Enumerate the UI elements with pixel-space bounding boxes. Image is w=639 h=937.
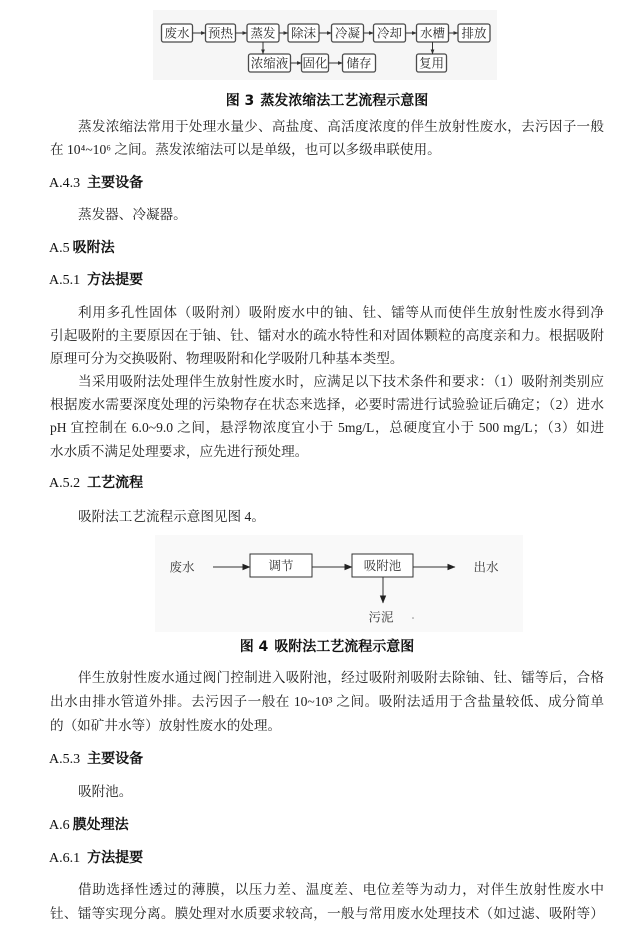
flow-node-cooling	[374, 24, 406, 42]
section-number: A.6.1	[49, 851, 81, 866]
section-heading	[49, 749, 143, 769]
svg-text:冷凝: 冷凝	[334, 26, 361, 41]
figure-3-flow-diagram	[153, 10, 497, 80]
flow-node-concentrate	[249, 54, 291, 72]
svg-text:预热: 预热	[207, 26, 234, 41]
section-title: 主要设备	[87, 751, 144, 767]
figure-number: 图 3	[225, 93, 255, 109]
figure-4-caption	[50, 637, 604, 657]
flow-node-regulation	[250, 554, 312, 577]
paragraph-line: 钍、镭等实现分离。膜处理对水质要求较高，一般与常用废水处理技术（如过滤、吸附等）	[50, 906, 604, 921]
paragraph-line: pH 宜控制在 6.0~9.0 之间，悬浮物浓度宜小于 5mg/L，总硬度宜小于 500 mg/L；（3）如进	[50, 420, 604, 435]
section-heading	[49, 238, 115, 258]
figure-title: 吸附法工艺流程示意图	[274, 639, 415, 655]
svg-text:除沫: 除沫	[290, 26, 317, 41]
section-title: 吸附法	[72, 240, 115, 256]
paragraph-line: 的（如矿井水等）放射性废水的处理。	[50, 718, 282, 733]
flow-node-wastewater	[162, 24, 193, 42]
paragraph-line: 引起吸附的主要原因在于铀、钍、镭对水的疏水特性和对固体颗粒的高度亲和力。根据吸附	[50, 328, 604, 343]
svg-text:排放: 排放	[461, 26, 487, 41]
flow-node-defoaming	[288, 24, 319, 42]
section-title: 膜处理法	[72, 817, 129, 833]
paragraph-line: 当采用吸附法处理伴生放射性废水时，应满足以下技术条件和要求：（1）吸附剂类别应	[78, 374, 604, 389]
svg-text:水槽: 水槽	[419, 26, 446, 41]
flow-output-label: 出水	[473, 559, 499, 575]
section-number: A.5.1	[49, 273, 81, 288]
paragraph-line: 根据废水需要深度处理的污染物存在状态来选择，必要时需进行试验验证后确定；（2）进水	[50, 397, 604, 412]
flow-byproduct-label: 污泥	[368, 609, 394, 625]
section-title: 工艺流程	[87, 475, 144, 491]
stray-dot	[412, 617, 414, 619]
svg-text:吸附池: 吸附池	[363, 558, 402, 573]
flow-node-water-tank	[417, 24, 449, 42]
section-heading	[49, 473, 143, 493]
paragraph-line: 蒸发浓缩法常用于处理水量少、高盐度、高活度浓度的伴生放射性废水，去污因子一般	[78, 119, 604, 134]
figure-4-flow-diagram	[155, 535, 523, 632]
flow-node-condensation	[332, 24, 364, 42]
paragraph-line: 原理可分为交换吸附、物理吸附和化学吸附几种基本类型。	[50, 351, 404, 366]
section-title: 方法提要	[87, 272, 144, 288]
svg-text:浓缩液: 浓缩液	[250, 56, 289, 71]
flow-node-storage	[343, 54, 376, 72]
flow-node-adsorption-tank	[352, 554, 413, 577]
svg-text:固化: 固化	[302, 56, 328, 71]
figure-number: 图 4	[239, 639, 269, 655]
section-heading	[49, 173, 143, 193]
flow-node-evaporation	[247, 24, 279, 42]
section-number: A.4.3	[49, 176, 81, 191]
svg-text:复用: 复用	[418, 56, 445, 71]
figure-3-caption	[50, 91, 604, 111]
section-number: A.5	[49, 241, 70, 256]
svg-text:调节: 调节	[268, 558, 294, 573]
figure-title: 蒸发浓缩法工艺流程示意图	[260, 93, 429, 109]
section-number: A.5.3	[49, 752, 81, 767]
flow-node-solidification	[302, 54, 329, 72]
flow-node-discharge	[458, 24, 490, 42]
paragraph-line: 借助选择性透过的薄膜，以压力差、温度差、电位差等为动力，对伴生放射性废水中	[78, 882, 604, 897]
paragraph-line: 伴生放射性废水通过阀门控制进入吸附池，经过吸附剂吸附去除铀、钍、镭等后，合格	[78, 670, 604, 685]
paragraph-line: 水水质不满足处理要求，应先进行预处理。	[50, 444, 309, 459]
svg-text:蒸发: 蒸发	[250, 26, 276, 41]
paragraph-line: 吸附池。	[78, 784, 133, 799]
paragraph-line: 出水由排水管道外排。去污因子一般在 10~10³ 之间。吸附法适用于含盐量较低、成分简单	[50, 694, 604, 709]
flow-node-reuse	[417, 54, 447, 72]
section-number: A.6	[49, 818, 70, 833]
svg-text:储存: 储存	[346, 56, 372, 71]
svg-text:冷却: 冷却	[376, 26, 403, 41]
section-title: 主要设备	[87, 175, 144, 191]
svg-text:废水: 废水	[164, 26, 190, 41]
section-heading	[49, 848, 143, 868]
paragraph-line: 利用多孔性固体（吸附剂）吸附废水中的铀、钍、镭等从而使伴生放射性废水得到净	[78, 305, 604, 320]
flow-input-label: 废水	[169, 559, 195, 575]
paragraph-line: 吸附法工艺流程示意图见图 4。	[78, 509, 265, 524]
paragraph-line: 在 10⁴~10⁶ 之间。蒸发浓缩法可以是单级，也可以多级串联使用。	[50, 142, 441, 157]
paragraph-line: 蒸发器、冷凝器。	[78, 207, 187, 222]
section-title: 方法提要	[87, 850, 144, 866]
section-number: A.5.2	[49, 476, 81, 491]
diagram-background	[155, 535, 523, 632]
section-heading	[49, 270, 143, 290]
section-heading	[49, 815, 129, 835]
flow-node-preheat	[206, 24, 236, 42]
